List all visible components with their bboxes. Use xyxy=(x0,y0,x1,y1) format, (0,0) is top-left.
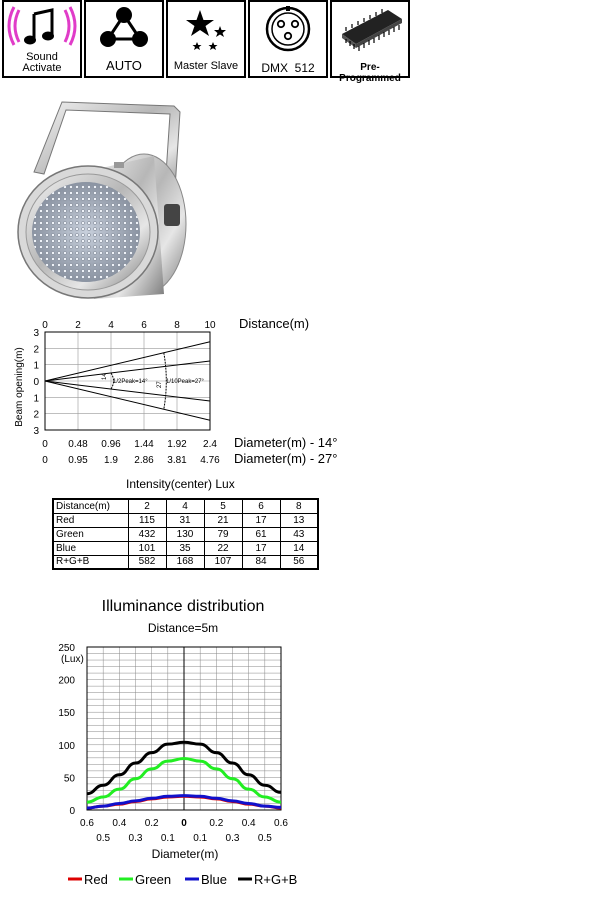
illuminance-chart xyxy=(0,590,600,900)
table-cell: 14 xyxy=(280,541,318,555)
feature-label: Pre-Programmed xyxy=(339,62,401,84)
table-cell: 56 xyxy=(280,555,318,569)
table-cell: 130 xyxy=(166,527,204,541)
chart-title: Illuminance distribution xyxy=(101,598,265,615)
illum-y-tick: 50 xyxy=(63,773,75,785)
table-cell: 17 xyxy=(242,513,280,527)
table-row xyxy=(53,555,318,569)
intensity-table xyxy=(52,498,319,570)
illum-x-tick-top: 0.6 xyxy=(274,818,288,829)
illum-x-tick-top: 0.6 xyxy=(80,818,94,829)
feature-pre-programmed xyxy=(330,0,410,84)
illum-x-tick-bottom: 0.1 xyxy=(193,833,208,844)
legend-label: Red xyxy=(84,872,108,887)
beam-arc-label-wide: 27 xyxy=(157,381,163,388)
beam-chart-ylabel: Beam opening(m) xyxy=(14,347,25,427)
table-header-row xyxy=(53,499,318,513)
intensity-table-title: Intensity(center) Lux xyxy=(126,477,235,491)
table-cell: 6 xyxy=(242,499,280,513)
table-cell: 4 xyxy=(166,499,204,513)
table-row-label: Green xyxy=(53,527,128,541)
diameter-27-value: 4.76 xyxy=(200,455,220,466)
music-note-sound-icon xyxy=(4,2,80,50)
illum-y-tick: 200 xyxy=(58,675,75,687)
illum-x-tick-top: 0.2 xyxy=(209,818,224,829)
feature-sound-activate xyxy=(2,0,82,78)
diameter-27-value: 0 xyxy=(42,455,48,466)
table-row-label: Distance(m) xyxy=(53,499,128,513)
chart-ylabel: (Lux) xyxy=(61,654,84,665)
auto-nodes-icon xyxy=(86,2,162,52)
beam-diameter-rows xyxy=(42,439,220,466)
beam-cone-wide xyxy=(45,342,210,381)
illum-x-tick-bottom: 0.1 xyxy=(160,833,175,844)
beam-annotation-narrow: 1/2Peak=14° xyxy=(113,379,148,385)
microchip-icon xyxy=(332,2,408,58)
feature-auto xyxy=(84,0,164,78)
stars-icon xyxy=(168,2,244,52)
feature-label: DMX 512 xyxy=(261,61,315,75)
diameter-14-value: 0.96 xyxy=(101,439,121,450)
diameter-14-value: 0 xyxy=(42,439,48,450)
illum-x-tick-top: 0.4 xyxy=(241,818,256,829)
table-row xyxy=(53,527,318,541)
diameter-14-value: 1.92 xyxy=(167,439,187,450)
illum-y-tick: 100 xyxy=(58,740,75,752)
table-cell: 22 xyxy=(204,541,242,555)
beam-y-tick: 3 xyxy=(33,426,39,437)
illum-x-tick-top: 0.4 xyxy=(112,818,127,829)
table-cell: 43 xyxy=(280,527,318,541)
beam-x-tick: 10 xyxy=(204,320,216,331)
table-row xyxy=(53,541,318,555)
table-cell: 168 xyxy=(166,555,204,569)
table-cell: 8 xyxy=(280,499,318,513)
table-cell: 17 xyxy=(242,541,280,555)
table-row-label: Blue xyxy=(53,541,128,555)
beam-annotation-wide: 1/10Peak=27° xyxy=(166,379,204,385)
feature-dmx-512 xyxy=(248,0,328,78)
table-row-label: R+G+B xyxy=(53,555,128,569)
beam-y-tick: 3 xyxy=(33,328,39,339)
illum-x-tick-top: 0 xyxy=(181,818,187,829)
table-cell: 61 xyxy=(242,527,280,541)
table-cell: 84 xyxy=(242,555,280,569)
beam-y-tick: 2 xyxy=(33,344,39,356)
table-cell: 5 xyxy=(204,499,242,513)
illum-y-tick: 150 xyxy=(58,708,75,720)
beam-y-tick: 1 xyxy=(33,360,39,372)
table-row xyxy=(53,513,318,527)
table-cell: 13 xyxy=(280,513,318,527)
chart-xlabel: Diameter(m) xyxy=(151,847,219,861)
diameter-27-value: 2.86 xyxy=(134,455,154,466)
illum-y-tick: 0 xyxy=(69,806,75,817)
chart-subtitle: Distance=5m xyxy=(147,621,219,635)
beam-x-tick: 2 xyxy=(75,320,81,331)
illum-x-tick-bottom: 0.3 xyxy=(128,833,143,844)
feature-label: AUTO xyxy=(106,58,142,73)
table-cell: 432 xyxy=(128,527,166,541)
illum-x-tick-bottom: 0.5 xyxy=(96,833,111,844)
feature-master-slave xyxy=(166,0,246,78)
beam-y-tick: 0 xyxy=(33,377,39,388)
xlr-connector-icon xyxy=(250,2,326,54)
diameter-27-value: 3.81 xyxy=(167,455,187,466)
diameter-27-value: 1.9 xyxy=(104,455,118,466)
table-cell: 21 xyxy=(204,513,242,527)
beam-x-tick: 0 xyxy=(42,320,48,331)
chart-legend xyxy=(68,872,297,887)
diameter-14-label: Diameter(m) - 14° xyxy=(234,435,338,450)
table-cell: 31 xyxy=(166,513,204,527)
legend-label: R+G+B xyxy=(254,872,298,887)
illum-grid xyxy=(87,647,281,810)
diameter-14-value: 2.4 xyxy=(203,439,217,450)
illum-x-tick-top: 0.2 xyxy=(144,818,159,829)
table-cell: 107 xyxy=(204,555,242,569)
beam-arc-label-narrow: 14 xyxy=(102,373,108,380)
diameter-14-value: 1.44 xyxy=(134,439,154,450)
table-row-label: Red xyxy=(53,513,128,527)
diameter-14-value: 0.48 xyxy=(68,439,88,450)
illum-x-tick-bottom: 0.5 xyxy=(257,833,272,844)
illum-y-tick: 250 xyxy=(58,643,75,654)
diameter-27-label: Diameter(m) - 27° xyxy=(234,451,338,466)
table-cell: 2 xyxy=(128,499,166,513)
legend-label: Blue xyxy=(201,872,228,887)
beam-cone-narrow xyxy=(45,361,210,381)
feature-label-line-2: Activate xyxy=(22,62,62,74)
beam-x-tick: 6 xyxy=(141,320,147,331)
beam-cone-wide xyxy=(45,381,210,420)
table-cell: 101 xyxy=(128,541,166,555)
beam-angle-chart xyxy=(0,312,600,472)
led-par-can-icon xyxy=(14,94,214,299)
feature-label: Master Slave xyxy=(173,60,239,72)
table-cell: 115 xyxy=(128,513,166,527)
illum-x-tick-bottom: 0.3 xyxy=(225,833,240,844)
beam-x-tick: 4 xyxy=(108,320,114,331)
beam-y-tick: 2 xyxy=(33,409,39,421)
table-cell: 79 xyxy=(204,527,242,541)
legend-label: Green xyxy=(135,872,172,887)
beam-chart-title: Distance(m) xyxy=(239,316,310,331)
beam-y-tick: 1 xyxy=(33,393,39,405)
table-cell: 35 xyxy=(166,541,204,555)
table-cell: 582 xyxy=(128,555,166,569)
feature-label-line-1: Sound xyxy=(26,51,58,63)
beam-x-tick: 8 xyxy=(174,320,180,331)
diameter-27-value: 0.95 xyxy=(68,455,88,466)
